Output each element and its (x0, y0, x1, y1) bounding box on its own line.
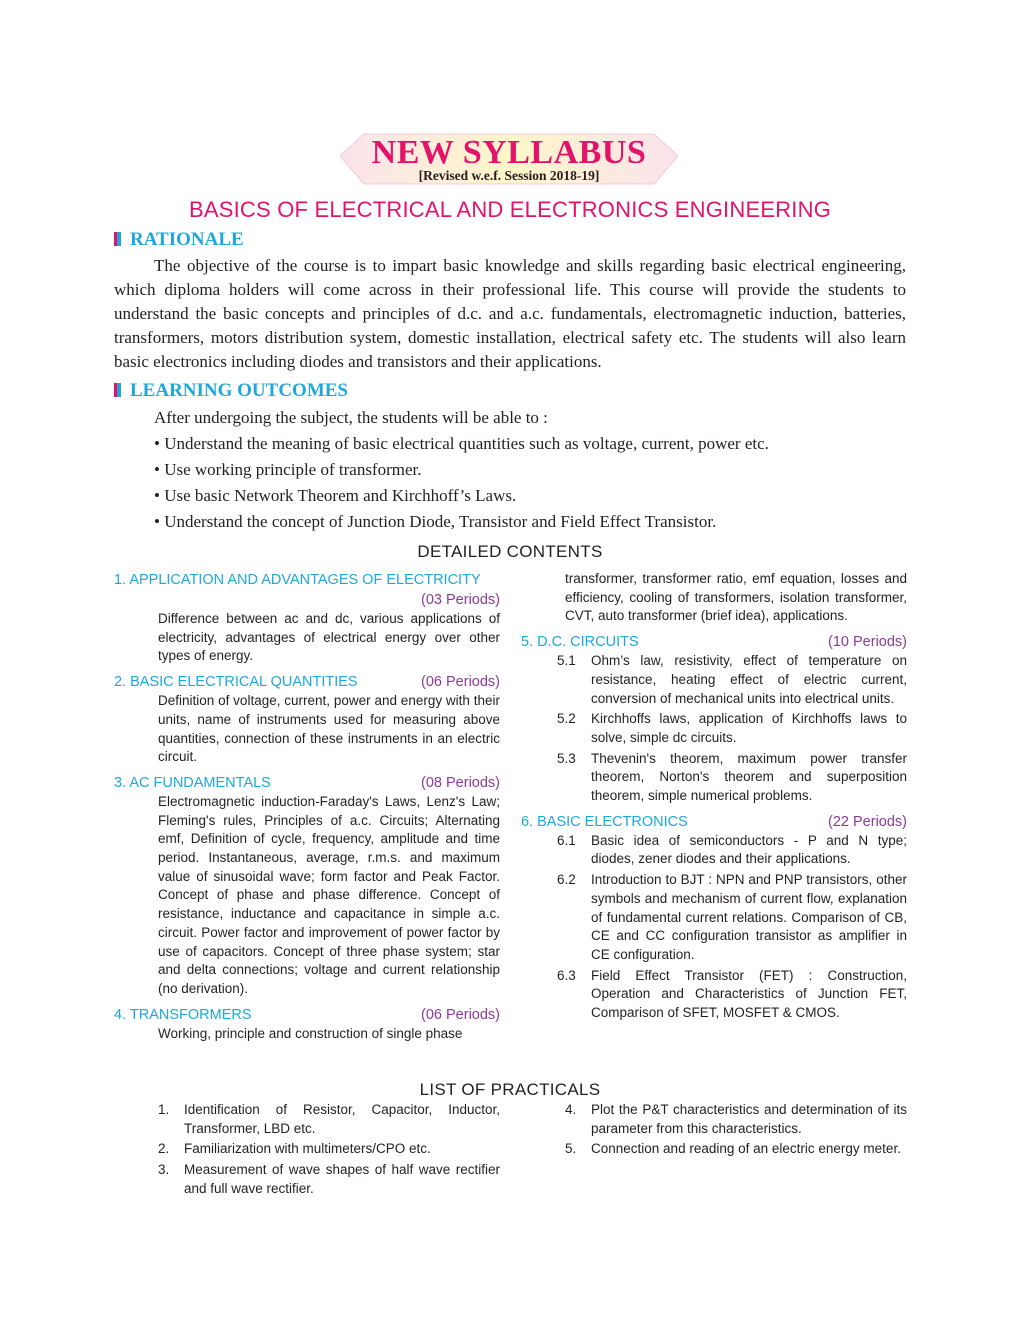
sub-item-text: Thevenin's theorem, maximum power transfer theorem, Norton's theorem and superposition theorem, simple numerical problems. (591, 750, 907, 804)
practical-text: Familiarization with multimeters/CPO etc. (184, 1141, 431, 1157)
practical-text: Connection and reading of an electric energy meter. (591, 1141, 901, 1157)
learning-outcome-item: • Use basic Network Theorem and Kirchhoff’s Laws. (154, 486, 517, 505)
learning-outcomes-heading (114, 380, 348, 402)
unit-periods: (06 Periods) (421, 1006, 500, 1023)
practical-number: 3. (158, 1162, 170, 1178)
unit-title-label: 5. D.C. CIRCUITS (521, 634, 639, 651)
learning-outcome-item: • Understand the meaning of basic electrical quantities such as voltage, current, power etc. (154, 434, 769, 453)
practical-number: 1. (158, 1102, 170, 1117)
sub-item-number: 6.3 (557, 967, 576, 983)
unit-title-label: 4. TRANSFORMERS (114, 1006, 252, 1023)
rationale-heading-label: RATIONALE (130, 229, 244, 250)
practicals-right-column (565, 1101, 907, 1159)
learning-outcomes-heading-label: LEARNING OUTCOMES (130, 380, 348, 401)
unit-title-label: 6. BASIC ELECTRONICS (521, 813, 688, 830)
practicals-heading: LIST OF PRACTICALS (419, 1080, 601, 1099)
unit-title (114, 773, 500, 793)
sub-item (557, 710, 907, 747)
practical-text: Plot the P&T characteristics and determination of its parameter from this characteristics. (591, 1102, 907, 1136)
unit-text: Difference between ac and dc, various applications of electricity, advantages of electrical energy over other types of energy. (158, 611, 500, 664)
section-marker-icon (114, 383, 121, 397)
banner-subtitle: [Revised w.e.f. Session 2018-19] (418, 168, 600, 183)
unit-text: Definition of voltage, current, power and energy with their units, name of instruments used for measuring above quantities, connection of these instruments in an electric circuit. (158, 693, 500, 765)
practical-number: 4. (565, 1102, 577, 1117)
sub-item (557, 871, 907, 965)
sub-item (557, 832, 907, 869)
rationale-heading (114, 229, 244, 251)
unit-title-label: 2. BASIC ELECTRICAL QUANTITIES (114, 674, 358, 691)
sub-item-text: Introduction to BJT : NPN and PNP transistors, other symbols and mechanism of current flow, explanation of fundamental current relations. Comparison of CB, CE and CC configuration transistor as amplifier in CE configuration. (591, 872, 907, 962)
sub-item-number: 6.1 (557, 832, 576, 848)
sub-item-number: 5.3 (557, 750, 576, 766)
sub-item (557, 967, 907, 1023)
unit-periods: (22 Periods) (828, 813, 907, 830)
contents-left-column (114, 570, 500, 1043)
syllabus-banner (340, 132, 678, 188)
sub-item-text: Basic idea of semiconductors - P and N type; diodes, zener diodes and their applications. (591, 832, 907, 867)
learning-outcomes-intro: After undergoing the subject, the students will be able to : (154, 408, 548, 427)
rationale-paragraph: The objective of the course is to impart basic knowledge and skills regarding basic electrical engineering, which diploma holders will come across in their professional life. This course will provide the students to understand the basic concepts and principles of d.c. and a.c. fundamentals, electromagnetic induction, batteries, transformers, motors distribution system, domestic installation, electrical safety etc. The students will also learn basic electronics including diodes and transistors and their applications. (114, 256, 906, 371)
unit-periods: (08 Periods) (421, 774, 500, 791)
sub-item-number: 6.2 (557, 872, 576, 888)
unit-periods: (03 Periods) (421, 592, 500, 608)
sub-item-text: Kirchhoffs laws, application of Kirchhoffs laws to solve, simple dc circuits. (591, 711, 907, 745)
unit-title: 1. APPLICATION AND ADVANTAGES OF ELECTRICITY (114, 572, 481, 588)
practical-item (565, 1101, 907, 1138)
unit-title (521, 632, 907, 652)
sub-item-number: 5.1 (557, 653, 576, 669)
practicals-left-column (158, 1101, 500, 1199)
unit-text: Electromagnetic induction-Faraday's Laws, Lenz's Law; Fleming's rules, Principles of a.c. Circuits; Alternating emf, Definition of cycle, frequency, amplitude and time period. Instantaneous, average, r.m.s. and maximum value of sinusoidal wave; form factor and Peak Factor. Concept of phase and phase difference. Concept of resistance, inductance and capacitance in simple a.c. circuit. Power factor and improvement of power factor by use of capacitors. Concept of three phase system; star and delta connections; voltage and current relationship (no derivation). (158, 793, 500, 996)
practical-item (158, 1101, 500, 1138)
learning-outcome-item: • Use working principle of transformer. (154, 460, 422, 479)
page-title: BASICS OF ELECTRICAL AND ELECTRONICS ENGINEERING (188, 197, 832, 222)
section-marker-icon (114, 232, 121, 246)
practical-text: Identification of Resistor, Capacitor, Inductor, Transformer, LBD etc. (184, 1102, 500, 1136)
sub-item-number: 5.2 (557, 711, 576, 727)
unit-text: Working, principle and construction of single phase (158, 1025, 463, 1041)
unit-title (521, 812, 907, 832)
banner-title: NEW SYLLABUS (371, 134, 647, 171)
unit-title (114, 1005, 500, 1025)
practical-item (158, 1140, 500, 1159)
practical-number: 5. (565, 1141, 577, 1157)
sub-item (557, 652, 907, 708)
unit-title (114, 672, 500, 692)
sub-item (557, 750, 907, 806)
learning-outcome-item: • Understand the concept of Junction Diode, Transistor and Field Effect Transistor. (154, 512, 717, 531)
practical-item (158, 1161, 500, 1198)
unit-title-label: 3. AC FUNDAMENTALS (114, 774, 271, 791)
practical-text: Measurement of wave shapes of half wave rectifier and full wave rectifier. (184, 1162, 500, 1196)
practical-number: 2. (158, 1141, 170, 1157)
contents-right-column (521, 570, 907, 1023)
sub-item-text: Field Effect Transistor (FET) : Construction, Operation and Characteristics of Junction FET, Comparison of SFET, MOSFET & CMOS. (591, 967, 907, 1021)
sub-item-text: Ohm’s law, resistivity, effect of temperature on resistance, heating effect of electric current, conversion of mechanical units into electrical units. (591, 653, 907, 706)
practical-item (565, 1140, 907, 1159)
unit-periods: (06 Periods) (421, 674, 500, 691)
unit-periods: (10 Periods) (828, 634, 907, 651)
detailed-contents-heading: DETAILED CONTENTS (417, 542, 603, 561)
unit-text-continued: transformer, transformer ratio, emf equation, losses and efficiency, cooling of transformers, isolation transformer, CVT, auto transformer (brief idea), applications. (565, 571, 907, 624)
